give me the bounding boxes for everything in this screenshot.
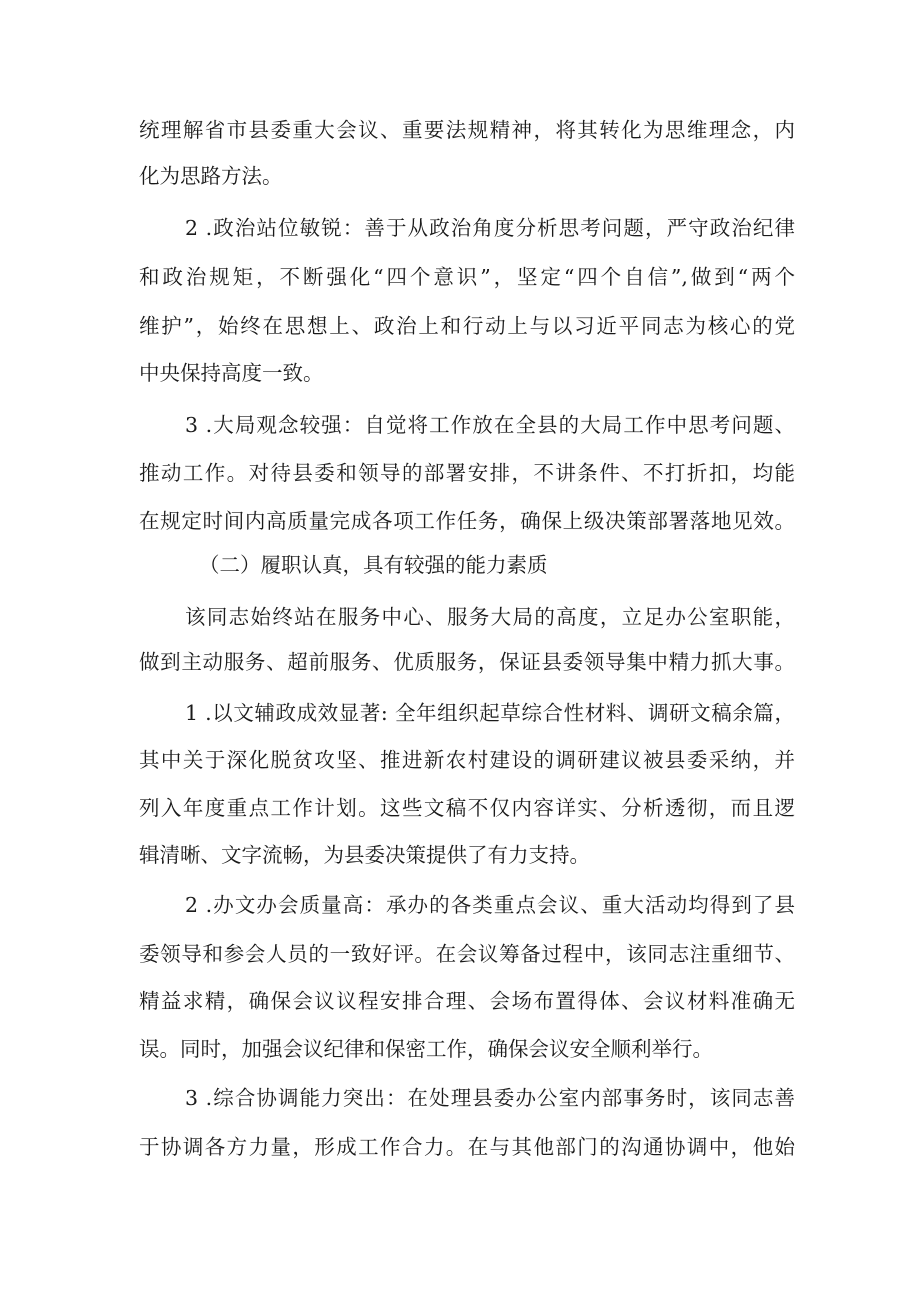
text-line: 推动工作。对待县委和领导的部署安排，不讲条件、不打折扣，均能 bbox=[139, 461, 795, 485]
text-line: 其中关于深化脱贫攻坚、推进新农村建设的调研建议被县委采纳，并 bbox=[139, 748, 795, 772]
text-line: 列入年度重点工作计划。这些文稿不仅内容详实、分析透彻，而且逻 bbox=[139, 796, 795, 820]
text-line: 维护”，始终在思想上、政治上和行动上与以习近平同志为核心的党 bbox=[139, 314, 795, 338]
text-line: 精益求精，确保会议议程安排合理、会场布置得体、会议材料准确无 bbox=[139, 989, 795, 1013]
section-heading: （二）履职认真，具有较强的能力素质 bbox=[199, 553, 548, 577]
text-line: 统理解省市县委重大会议、重要法规精神，将其转化为思维理念，内 bbox=[139, 118, 795, 142]
text-line: 在规定时间内高质量完成各项工作任务，确保上级决策部署落地见效。 bbox=[139, 509, 795, 533]
text-line: 委领导和参会人员的一致好评。在会议筹备过程中，该同志注重细节、 bbox=[139, 942, 795, 966]
text-line: 辑清晰、文字流畅，为县委决策提供了有力支持。 bbox=[139, 843, 590, 867]
text-line: 化为思路方法。 bbox=[139, 164, 283, 188]
text-line: 于协调各方力量，形成工作合力。在与其他部门的沟通协调中，他始 bbox=[139, 1135, 795, 1159]
text-line: 3 .综合协调能力突出：在处理县委办公室内部事务时，该同志善 bbox=[185, 1086, 795, 1110]
text-line: 2 .办文办会质量高：承办的各类重点会议、重大活动均得到了县 bbox=[185, 893, 795, 917]
text-line: 中央保持高度一致。 bbox=[139, 361, 324, 385]
text-line: 1 .以文辅政成效显著: 全年组织起草综合性材料、调研文稿余篇， bbox=[185, 701, 795, 725]
text-line: 该同志始终站在服务中心、服务大局的高度，立足办公室职能， bbox=[185, 605, 795, 629]
text-line: 和政治规矩，不断强化“四个意识”，坚定“四个自信”,做到“两个 bbox=[139, 265, 795, 289]
text-line: 3 .大局观念较强：自觉将工作放在全县的大局工作中思考问题、 bbox=[185, 413, 795, 437]
text-line: 做到主动服务、超前服务、优质服务，保证县委领导集中精力抓大事。 bbox=[139, 650, 795, 674]
text-line: 误。同时，加强会议纪律和保密工作，确保会议安全顺利举行。 bbox=[139, 1037, 713, 1061]
text-line: 2 .政治站位敏锐：善于从政治角度分析思考问题，严守政治纪律 bbox=[185, 216, 795, 240]
